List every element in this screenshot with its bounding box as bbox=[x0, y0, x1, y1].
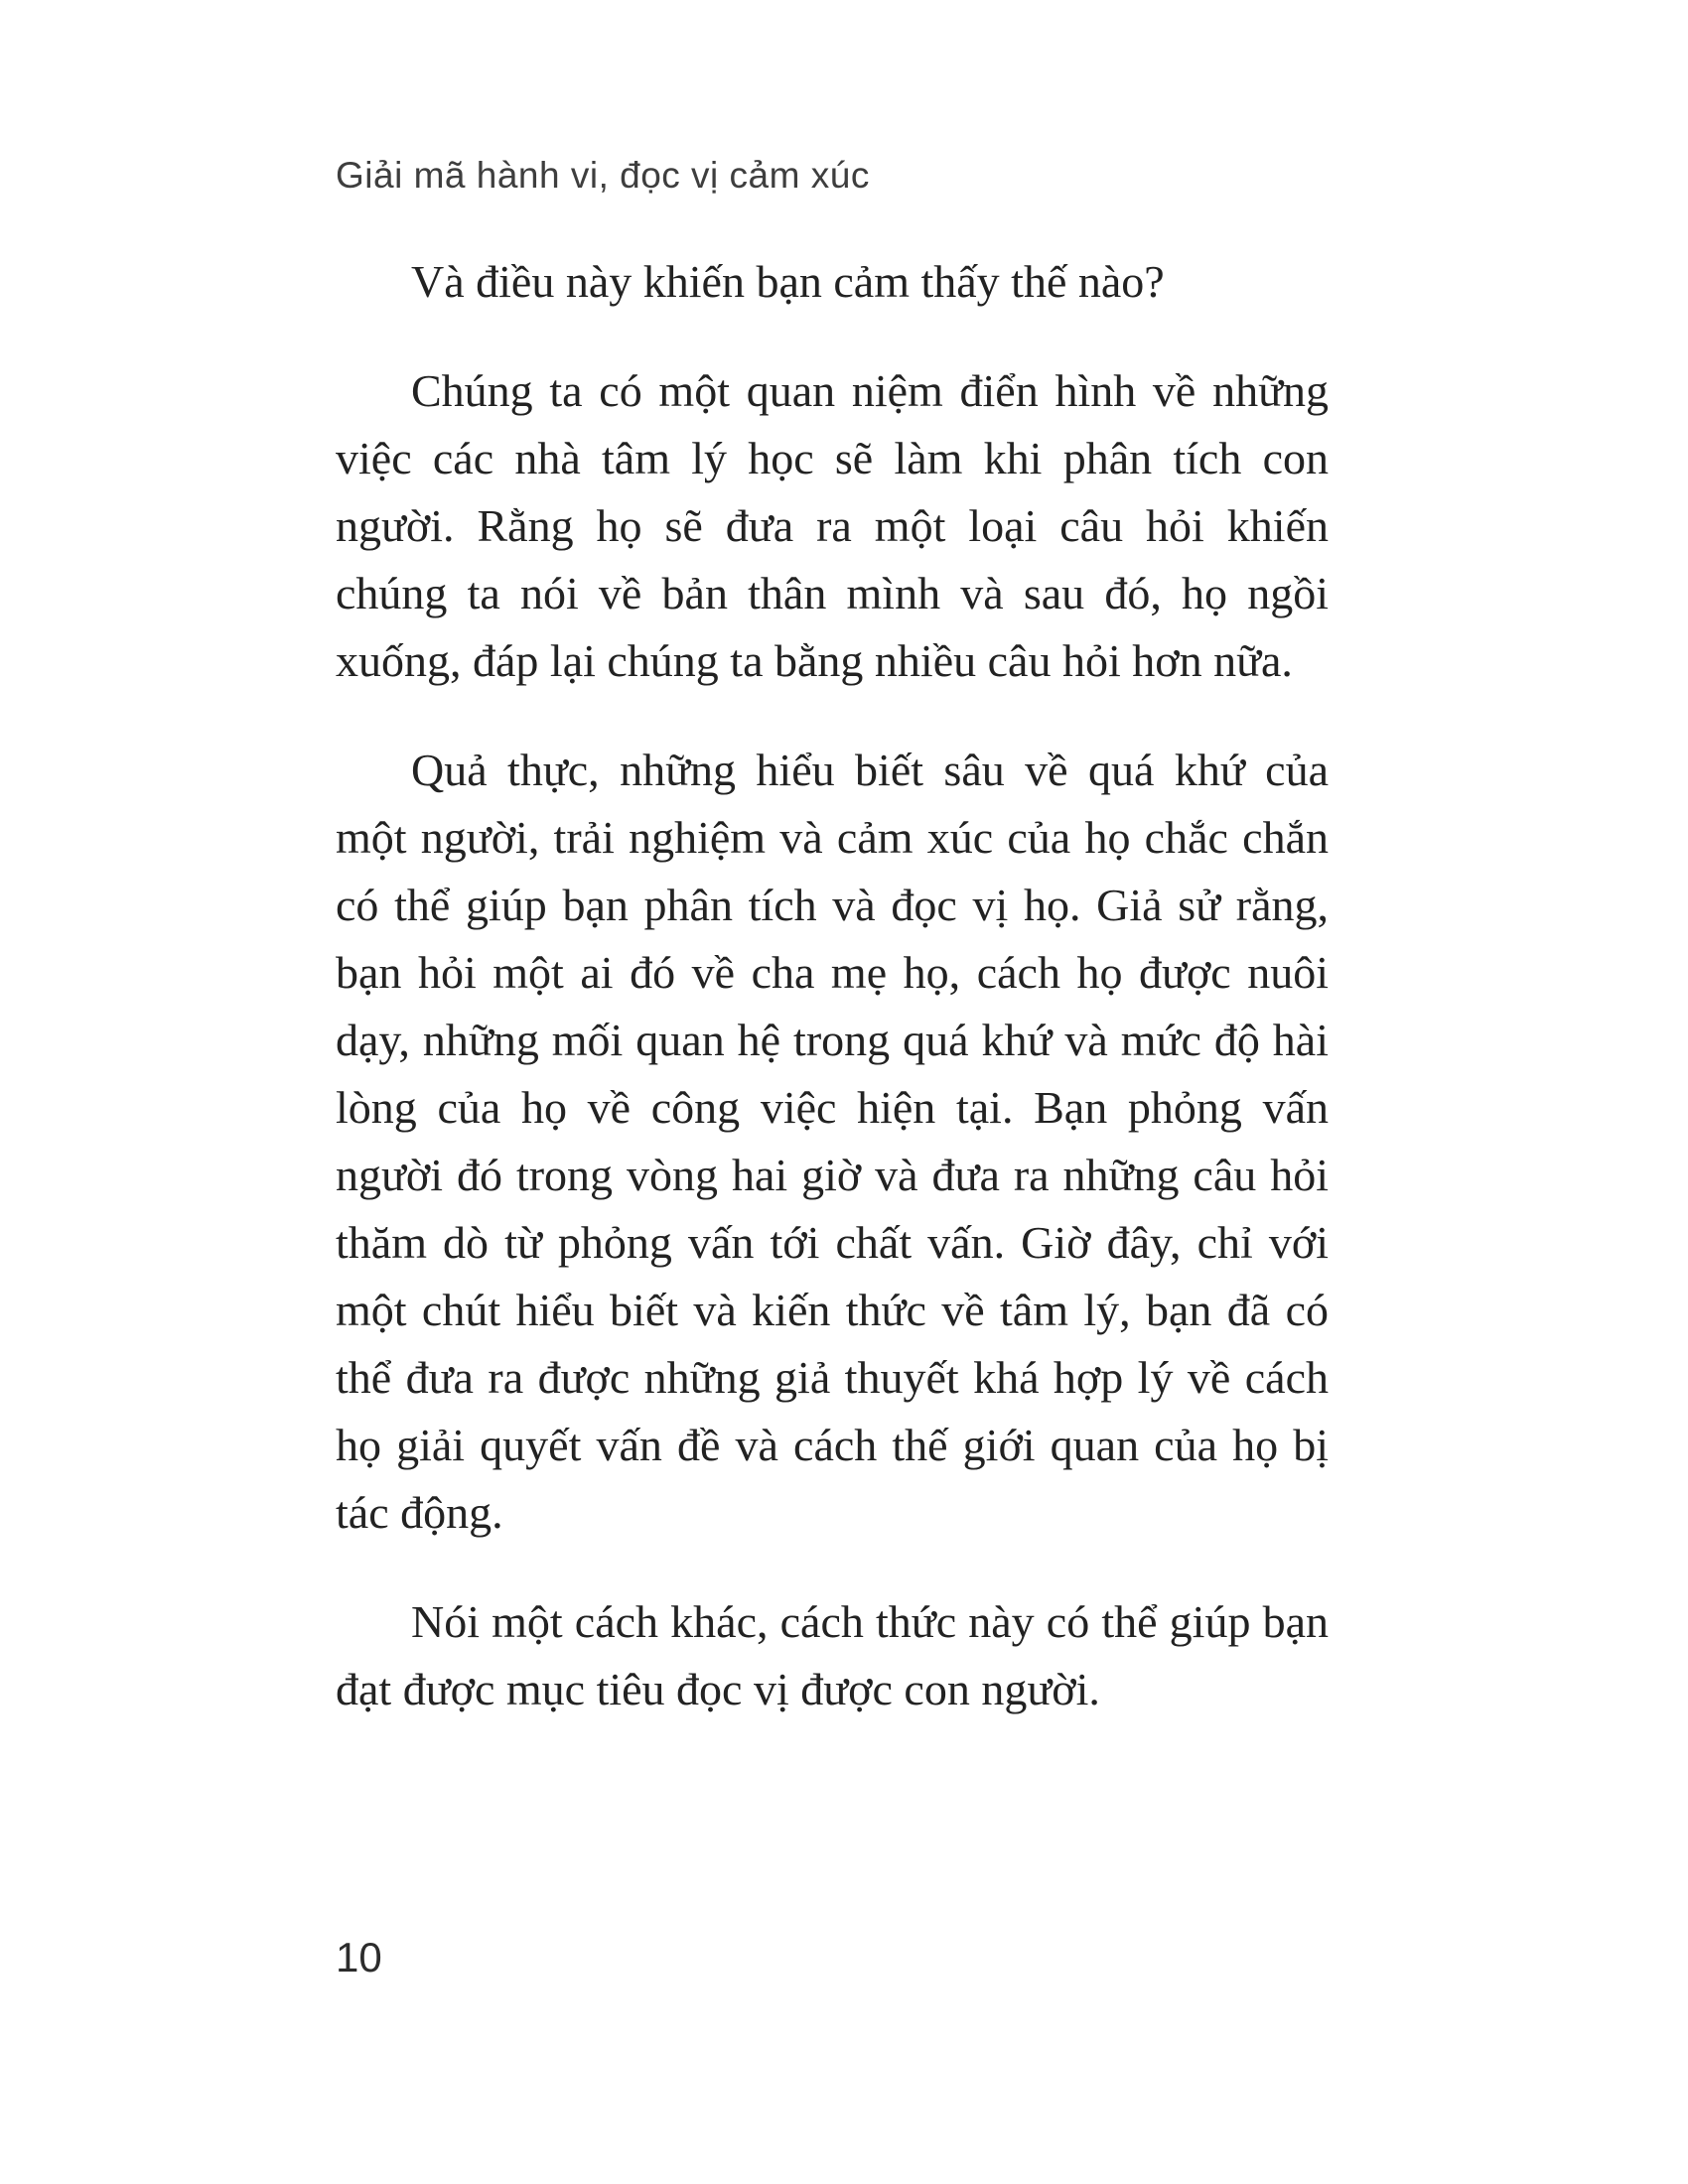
paragraph: Chúng ta có một quan niệm điển hình về những việc các nhà tâm lý học sẽ làm khi phân tích con người. Rằng họ sẽ đưa ra một loại câu hỏi khiến chúng ta nói về bản thân mình và sau đó, họ ngồi xuống, đáp lại chúng ta bằng nhiều câu hỏi hơn nữa. bbox=[336, 365, 1329, 686]
page-number: 10 bbox=[336, 1934, 382, 1980]
paragraph-question: Và điều này khiến bạn cảm thấy thế nào? bbox=[411, 256, 1165, 307]
paragraph: Nói một cách khác, cách thức này có thể giúp bạn đạt được mục tiêu đọc vị được con người. bbox=[336, 1596, 1329, 1714]
body-text bbox=[336, 248, 1329, 1723]
paragraph: Quả thực, những hiểu biết sâu về quá khứ của một người, trải nghiệm và cảm xúc của họ chắc chắn có thể giúp bạn phân tích và đọc vị họ. Giả sử rằng, bạn hỏi một ai đó về cha mẹ họ, cách họ được nuôi dạy, những mối quan hệ trong quá khứ và mức độ hài lòng của họ về công việc hiện tại. Bạn phỏng vấn người đó trong vòng hai giờ và đưa ra những câu hỏi thăm dò từ phỏng vấn tới chất vấn. Giờ đây, chỉ với một chút hiểu biết và kiến thức về tâm lý, bạn đã có thể đưa ra được những giả thuyết khá hợp lý về cách họ giải quyết vấn đề và cách thế giới quan của họ bị tác động. bbox=[336, 745, 1329, 1538]
running-header: Giải mã hành vi, đọc vị cảm xúc bbox=[336, 155, 870, 196]
